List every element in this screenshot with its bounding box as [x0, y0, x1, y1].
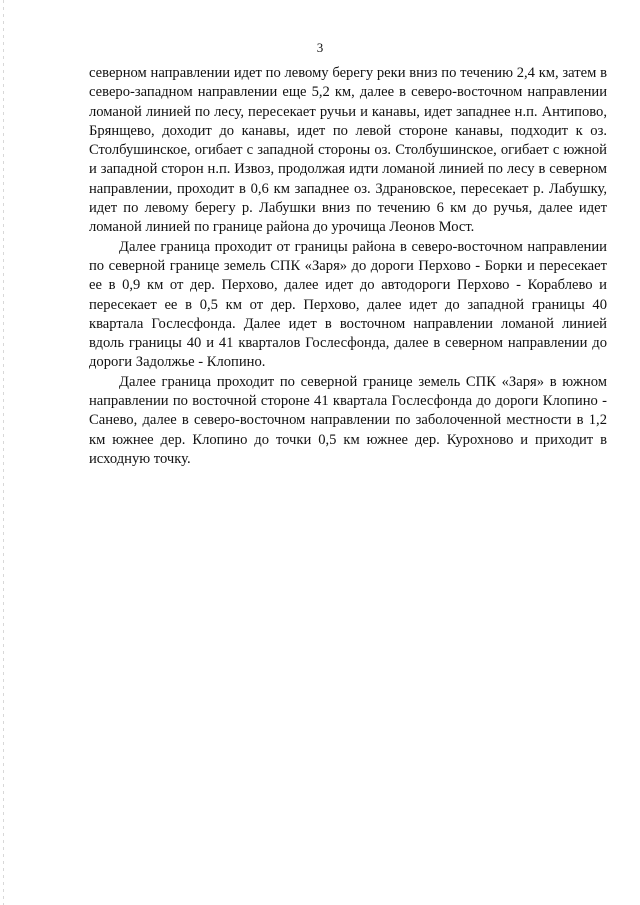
page-number: 3 — [316, 40, 324, 55]
paragraph-3: Далее граница проходит по северной границе земель СПК «Заря» в южном направлении по восточной стороне 41 квартала Гослесфонда до дороги Клопино - Санево, далее в северо-восточном направлении по заболоченной местности в 1,2 км южнее дер. Клопино до точки 0,5 км южнее дер. Курохново и приходит в исходную точку. — [89, 373, 607, 467]
paragraph-1: северном направлении идет по левому берегу реки вниз по течению 2,4 км, затем в северо-западном направлении еще 5,2 км, далее в северо-восточном направлении ломаной линией по лесу, пересекает ручьи и канавы, идет западнее н.п. Антипово, Брянщево, доходит до канавы, идет по левой стороне канавы, подходит к оз. Столбушинское, огибает с западной стороны оз. Столбушинское, огибает с южной и западной сторон н.п. Извоз, продолжая идти ломаной линией по лесу в северном направлении, проходит в 0,6 км западнее оз. Здрановское, пересекает р. Лабушку, идет по левому берегу р. Лабушки вниз по течению 6 км до ручья, далее идет ломаной линией по границе района до урочища Леонов Мост. — [89, 65, 607, 236]
paragraph-2: Далее граница проходит от границы района в северо-восточном направлении по северной границе земель СПК «Заря» до дороги Перхово - Борки и пересекает ее в 0,9 км от дер. Перхово, далее идет до автодороги Перхово - Кораблево и пересекает ее в 0,5 км от дер. Перхово, далее идет до западной границы 40 квартала Гослесфонда. Далее идет в восточном направлении ломаной линией вдоль границы 40 и 41 кварталов Гослесфонда, далее в северном направлении до дороги Задолжье - Клопино. — [89, 238, 607, 371]
document-body — [89, 64, 607, 469]
scan-edge — [3, 0, 4, 905]
